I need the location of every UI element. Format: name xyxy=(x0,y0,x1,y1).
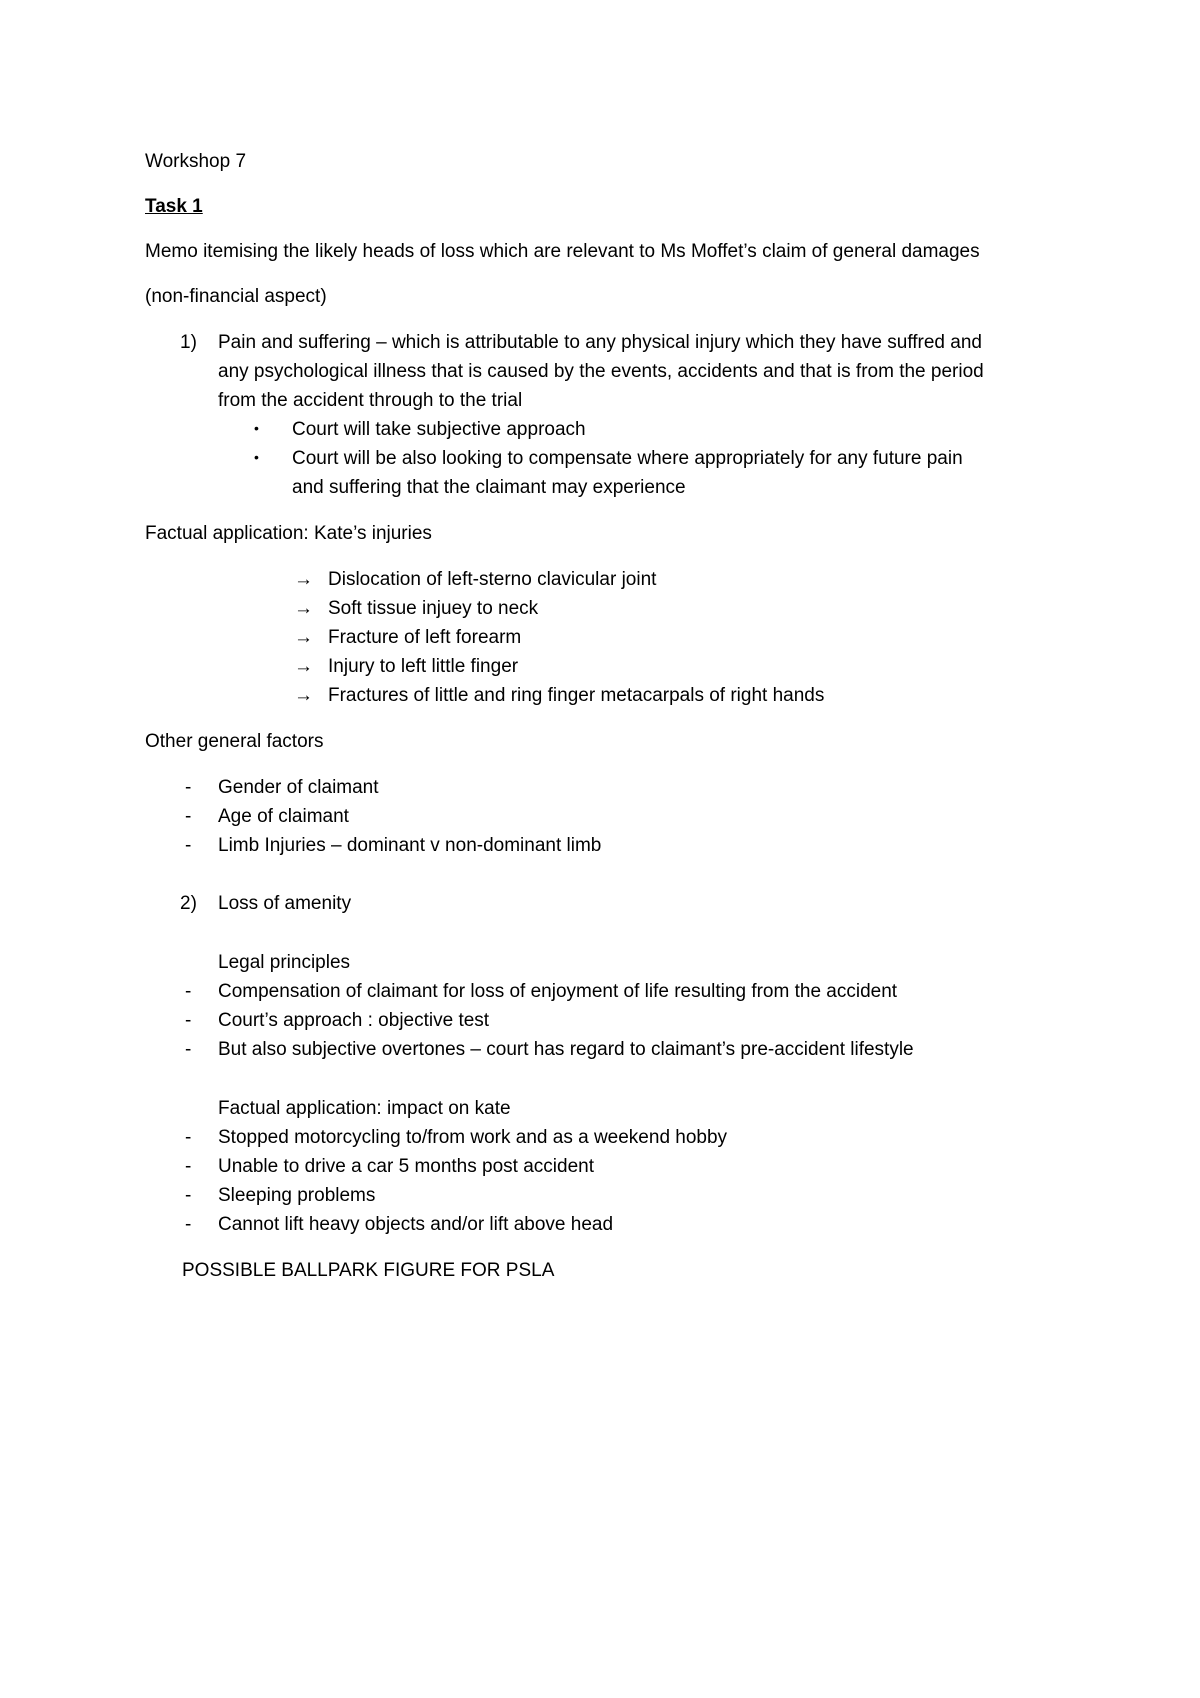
factor-item: Age of claimant xyxy=(218,806,349,827)
injury-item: Fracture of left forearm xyxy=(328,627,522,648)
bullet-icon: • xyxy=(254,449,259,465)
dash-icon: - xyxy=(185,806,192,827)
memo-intro: Memo itemising the likely heads of loss which are relevant to Ms Moffet’s claim of general damages xyxy=(145,241,980,262)
dash-icon: - xyxy=(185,1214,192,1235)
impact-item: Stopped motorcycling to/from work and as a weekend hobby xyxy=(218,1127,728,1148)
head-2-number: 2) xyxy=(180,893,197,914)
bullet-icon: • xyxy=(254,420,259,436)
head-1-line: any psychological illness that is caused by the events, accidents and that is from the period xyxy=(218,361,984,382)
arrow-icon: → xyxy=(294,569,313,590)
factor-item: Limb Injuries – dominant v non-dominant limb xyxy=(218,835,602,856)
factual-heading: Factual application: Kate’s injuries xyxy=(145,523,432,544)
head-1-line: Pain and suffering – which is attributable to any physical injury which they have suffred and xyxy=(218,332,982,353)
legal-principles-heading: Legal principles xyxy=(218,952,351,973)
task-heading: Task 1 xyxy=(145,196,203,217)
factor-item: Gender of claimant xyxy=(218,777,379,798)
dash-icon: - xyxy=(185,1156,192,1177)
document-title: Workshop 7 xyxy=(145,151,247,172)
arrow-icon: → xyxy=(294,685,313,706)
other-factors-heading: Other general factors xyxy=(145,731,324,752)
closing-note: POSSIBLE BALLPARK FIGURE FOR PSLA xyxy=(182,1260,555,1281)
dash-icon: - xyxy=(185,981,192,1002)
bullet-item-continuation: and suffering that the claimant may experience xyxy=(292,477,686,498)
head-1-line: from the accident through to the trial xyxy=(218,390,523,411)
injury-item: Fractures of little and ring finger metacarpals of right hands xyxy=(328,685,825,706)
impact-item: Unable to drive a car 5 months post accident xyxy=(218,1156,594,1177)
dash-icon: - xyxy=(185,1039,192,1060)
aspect-note: (non-financial aspect) xyxy=(145,286,327,307)
legal-item: Compensation of claimant for loss of enjoyment of life resulting from the accident xyxy=(218,981,898,1002)
bullet-item: Court will take subjective approach xyxy=(292,419,586,440)
bullet-item: Court will be also looking to compensate where appropriately for any future pain xyxy=(292,448,963,469)
dash-icon: - xyxy=(185,835,192,856)
dash-icon: - xyxy=(185,1010,192,1031)
impact-heading: Factual application: impact on kate xyxy=(218,1098,511,1119)
injury-item: Injury to left little finger xyxy=(328,656,519,677)
legal-item: Court’s approach : objective test xyxy=(218,1010,490,1031)
legal-item: But also subjective overtones – court has regard to claimant’s pre-accident lifestyle xyxy=(218,1039,914,1060)
impact-item: Cannot lift heavy objects and/or lift above head xyxy=(218,1214,614,1235)
arrow-icon: → xyxy=(294,656,313,677)
arrow-icon: → xyxy=(294,598,313,619)
dash-icon: - xyxy=(185,1185,192,1206)
dash-icon: - xyxy=(185,777,192,798)
impact-item: Sleeping problems xyxy=(218,1185,376,1206)
dash-icon: - xyxy=(185,1127,192,1148)
arrow-icon: → xyxy=(294,627,313,648)
injury-item: Dislocation of left-sterno clavicular joint xyxy=(328,569,657,590)
head-2-title: Loss of amenity xyxy=(218,893,352,914)
head-1-number: 1) xyxy=(180,332,197,353)
injury-item: Soft tissue injuey to neck xyxy=(328,598,539,619)
